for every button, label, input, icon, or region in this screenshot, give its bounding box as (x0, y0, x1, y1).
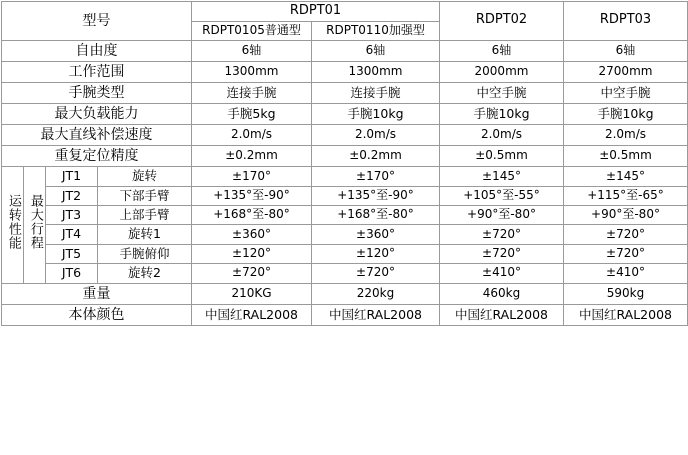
table-row (2, 206, 688, 225)
cell-value: 210KG (192, 283, 312, 304)
joint-code: JT4 (46, 225, 98, 244)
cell-value: +105°至-55° (440, 186, 564, 205)
cell-value: ±410° (564, 264, 688, 283)
cell-value: ±720° (440, 225, 564, 244)
cell-value: +90°至-80° (564, 206, 688, 225)
cell-value: ±0.2mm (192, 146, 312, 167)
cell-value: ±720° (192, 264, 312, 283)
row-label-body-color: 本体颜色 (2, 304, 192, 325)
cell-value: ±0.5mm (564, 146, 688, 167)
cell-value: ±145° (564, 167, 688, 186)
row-label-wrist-type: 手腕类型 (2, 82, 192, 103)
cell-value: ±0.2mm (312, 146, 440, 167)
cell-value: ±360° (192, 225, 312, 244)
cell-value: ±120° (312, 244, 440, 263)
cell-value: 中国红RAL2008 (192, 304, 312, 325)
cell-value: 6轴 (192, 40, 312, 61)
cell-value: 220kg (312, 283, 440, 304)
cell-value: 手腕10kg (312, 104, 440, 125)
cell-value: ±0.5mm (440, 146, 564, 167)
cell-value: 手腕10kg (440, 104, 564, 125)
cell-value: 1300mm (192, 61, 312, 82)
cell-value: ±170° (192, 167, 312, 186)
cell-value: 连接手腕 (192, 82, 312, 103)
cell-value: +135°至-90° (312, 186, 440, 205)
cell-value: ±720° (312, 264, 440, 283)
cell-value: 2700mm (564, 61, 688, 82)
header-model-rdpt02: RDPT02 (440, 2, 564, 41)
table-row (2, 264, 688, 283)
cell-value: +115°至-65° (564, 186, 688, 205)
cell-value: ±720° (564, 225, 688, 244)
cell-value: 手腕10kg (564, 104, 688, 125)
table-row (2, 244, 688, 263)
cell-value: 460kg (440, 283, 564, 304)
max-stroke-label: 最大行程 (24, 167, 46, 283)
cell-value: +168°至-80° (192, 206, 312, 225)
row-label-working-range: 工作范围 (2, 61, 192, 82)
table-row (2, 167, 688, 186)
cell-value: ±360° (312, 225, 440, 244)
cell-value: 2.0m/s (192, 125, 312, 146)
cell-value: 1300mm (312, 61, 440, 82)
cell-value: +168°至-80° (312, 206, 440, 225)
cell-value: 2.0m/s (564, 125, 688, 146)
cell-value: ±170° (312, 167, 440, 186)
header-model-group-rdpt01: RDPT01 (192, 2, 440, 22)
cell-value: 2.0m/s (312, 125, 440, 146)
joint-code: JT1 (46, 167, 98, 186)
table-row (2, 40, 688, 61)
cell-value: 中国红RAL2008 (312, 304, 440, 325)
cell-value: 中国红RAL2008 (564, 304, 688, 325)
table-row (2, 186, 688, 205)
table-row (2, 125, 688, 146)
cell-value: ±720° (440, 244, 564, 263)
cell-value: ±410° (440, 264, 564, 283)
table-row (2, 82, 688, 103)
cell-value: ±120° (192, 244, 312, 263)
joint-name: 下部手臂 (98, 186, 192, 205)
header-submodel-reinforced: RDPT0110加强型 (312, 21, 440, 40)
cell-value: 中空手腕 (440, 82, 564, 103)
cell-value: 2.0m/s (440, 125, 564, 146)
joint-code: JT2 (46, 186, 98, 205)
joint-code: JT3 (46, 206, 98, 225)
cell-value: 6轴 (312, 40, 440, 61)
joint-code: JT5 (46, 244, 98, 263)
joint-name: 旋转2 (98, 264, 192, 283)
table-row (2, 225, 688, 244)
robot-specification-table (1, 1, 688, 326)
row-label-max-payload: 最大负载能力 (2, 104, 192, 125)
joint-name: 手腕俯仰 (98, 244, 192, 263)
cell-value: 2000mm (440, 61, 564, 82)
cell-value: 连接手腕 (312, 82, 440, 103)
table-row (2, 146, 688, 167)
joint-name: 旋转1 (98, 225, 192, 244)
cell-value: 6轴 (564, 40, 688, 61)
cell-value: 中空手腕 (564, 82, 688, 103)
table-row (2, 61, 688, 82)
cell-value: ±720° (564, 244, 688, 263)
cell-value: 手腕5kg (192, 104, 312, 125)
row-label-weight: 重量 (2, 283, 192, 304)
table-header-row-model (2, 2, 688, 22)
row-label-repeatability: 重复定位精度 (2, 146, 192, 167)
table-row (2, 283, 688, 304)
table-row (2, 104, 688, 125)
cell-value: 中国红RAL2008 (440, 304, 564, 325)
joint-code: JT6 (46, 264, 98, 283)
cell-value: +90°至-80° (440, 206, 564, 225)
cell-value: +135°至-90° (192, 186, 312, 205)
header-model-rdpt03: RDPT03 (564, 2, 688, 41)
motion-performance-label: 运转性能 (2, 167, 24, 283)
table-row (2, 304, 688, 325)
joint-name: 旋转 (98, 167, 192, 186)
row-label-max-linear-speed: 最大直线补偿速度 (2, 125, 192, 146)
header-submodel-standard: RDPT0105普通型 (192, 21, 312, 40)
header-model-label: 型号 (2, 2, 192, 41)
cell-value: 6轴 (440, 40, 564, 61)
joint-name: 上部手臂 (98, 206, 192, 225)
row-label-degrees-of-freedom: 自由度 (2, 40, 192, 61)
cell-value: ±145° (440, 167, 564, 186)
cell-value: 590kg (564, 283, 688, 304)
